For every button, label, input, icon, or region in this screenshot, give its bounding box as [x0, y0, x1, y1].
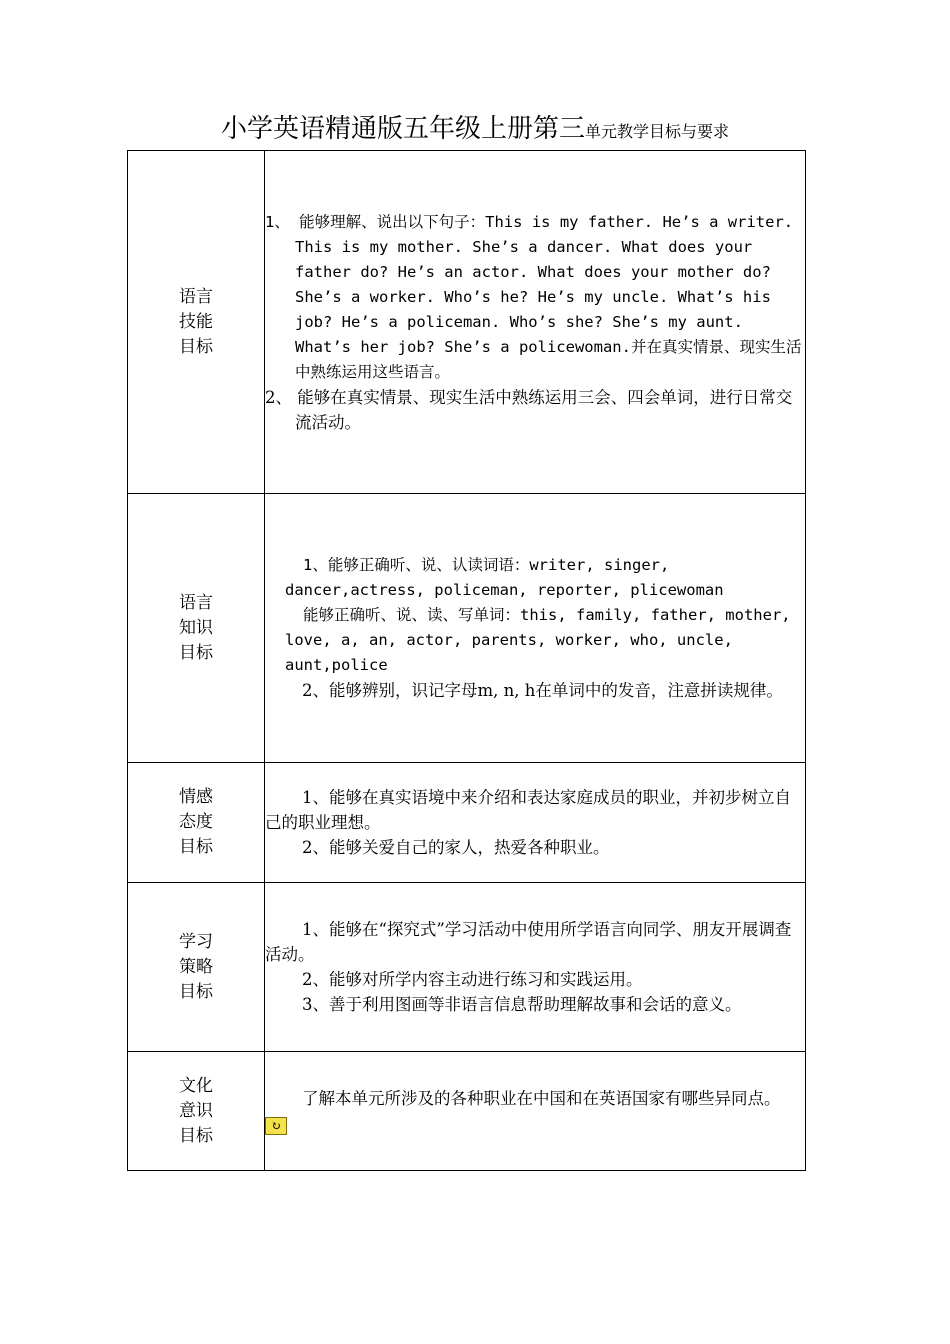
row-content — [265, 151, 806, 494]
row-content — [265, 883, 806, 1052]
row-label: 情感 态度 目标 — [128, 763, 265, 883]
list-item: 2、能够对所学内容主动进行练习和实践运用。 — [302, 970, 643, 989]
list-item: 3、善于利用图画等非语言信息帮助理解故事和会话的意义。 — [302, 995, 742, 1014]
table-row — [128, 494, 806, 763]
list-item: 能够正确听、说、读、写单词：this, family, father, mother, love, a, an, actor, parents, worker, who, uncle, aunt,police — [285, 606, 791, 674]
row-label: 语言 技能 目标 — [128, 151, 265, 494]
row-content — [265, 763, 806, 883]
row-content — [265, 494, 806, 763]
title-main: 小学英语精通版五年级上册第三 — [220, 114, 585, 144]
list-item: 2、能够辨别，识记字母m, n, h在单词中的发音，注意拼读规律。 — [302, 681, 783, 700]
table-row — [128, 151, 806, 494]
row-content — [265, 1052, 806, 1171]
embedded-object-icon[interactable]: ↻ — [265, 1117, 287, 1135]
list-item: 1、能够在真实语境中来介绍和表达家庭成员的职业，并初步树立自己的职业理想。 — [265, 788, 791, 832]
list-item: 1、 能够理解、说出以下句子：This is my father. He’s a writer. This is my mother. She’s a dancer. What does your father do? He’s an actor. What does your mother do? She’s a worker. Who’s he? He’s my uncle. What’s his job? He’s a policeman. Who’s she? She’s my aunt. What’s her job? She’s a policewoman.并在真实情景、现实生活中熟练运用这些语言。 — [265, 212, 802, 381]
row-label: 语言 知识 目标 — [128, 494, 265, 763]
goals-table — [127, 150, 806, 1171]
list-item: 1、能够正确听、说、认读词语：writer, singer, dancer,actress, policeman, reporter, plicewoman — [285, 556, 724, 599]
list-item: 2、 能够在真实情景、现实生活中熟练运用三会、四会单词，进行日常交流活动。 — [265, 387, 793, 432]
title-suffix: 单元教学目标与要求 — [585, 122, 730, 141]
table-row — [128, 763, 806, 883]
list-item: 2、能够关爱自己的家人，热爱各种职业。 — [302, 838, 610, 857]
row-label: 文化 意识 目标 — [128, 1052, 265, 1171]
table-row — [128, 883, 806, 1052]
table-row — [128, 1052, 806, 1171]
list-item: 了解本单元所涉及的各种职业在中国和在英语国家有哪些异同点。 — [302, 1088, 781, 1108]
row-label: 学习 策略 目标 — [128, 883, 265, 1052]
list-item: 1、能够在“探究式”学习活动中使用所学语言向同学、朋友开展调查活动。 — [265, 920, 792, 964]
page-title — [0, 108, 950, 145]
